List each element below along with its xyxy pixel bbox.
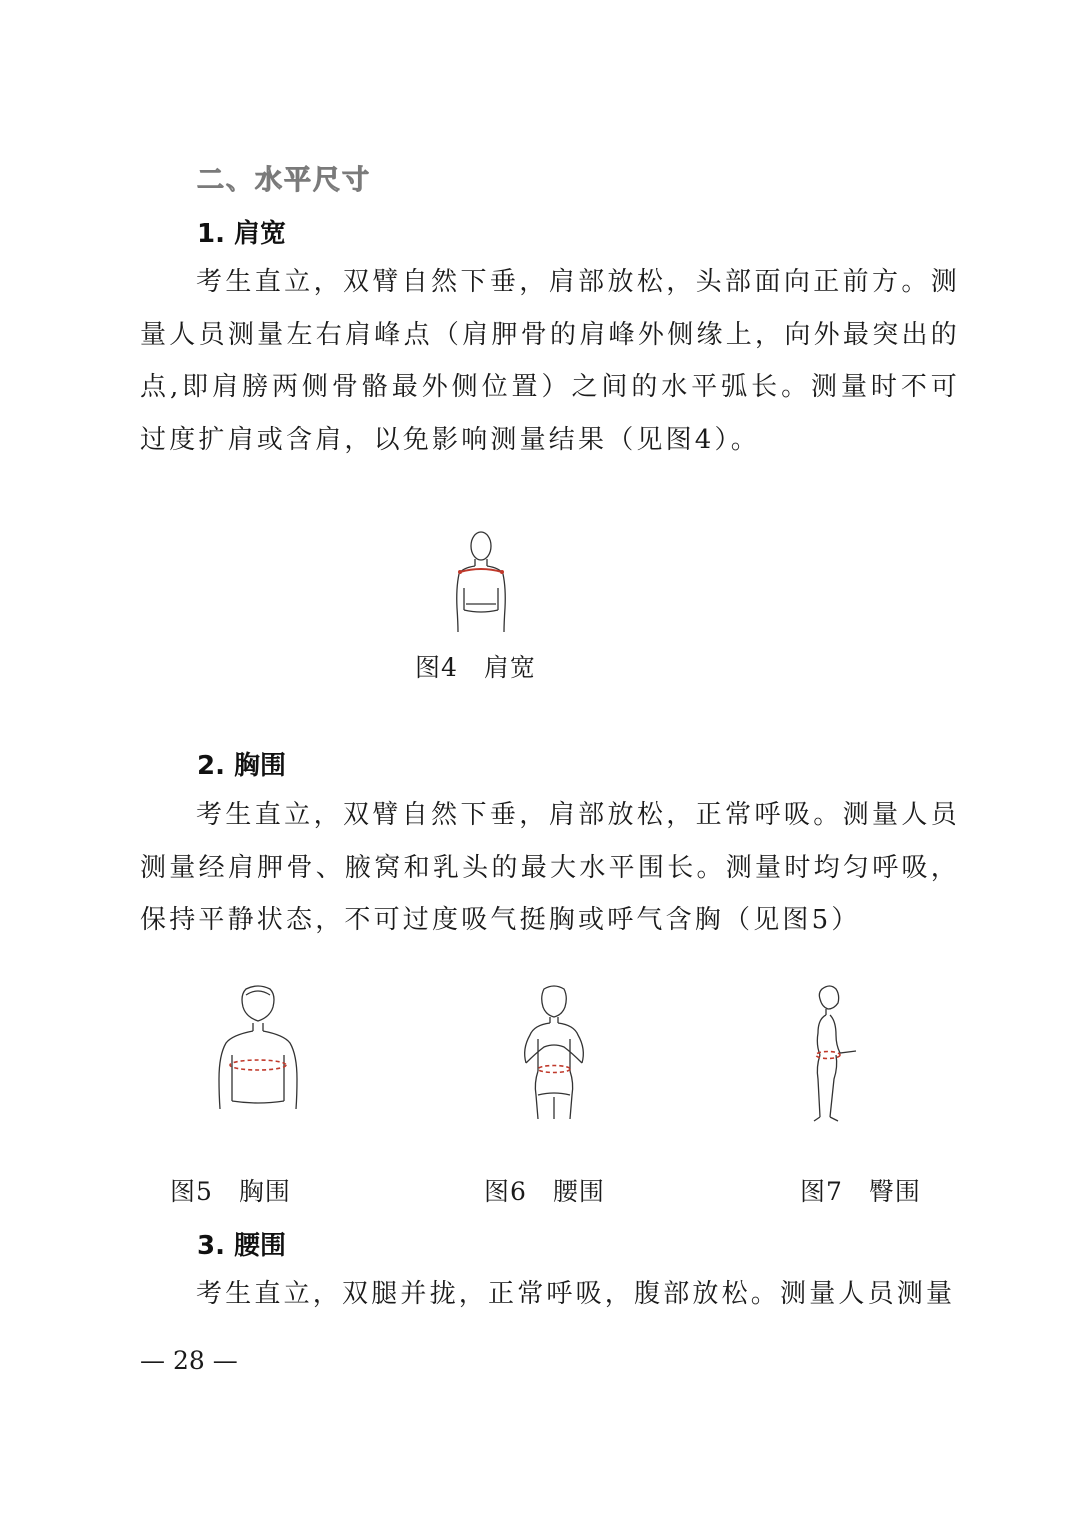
- page-number: — 28 —: [140, 1346, 238, 1375]
- figure-shoulder-width: [440, 528, 540, 636]
- figure-hip: [800, 983, 870, 1123]
- section-heading: 二、水平尺寸: [197, 165, 371, 196]
- figure-chest: [210, 983, 310, 1111]
- hip-illustration: [800, 983, 870, 1123]
- chest-heading: 2. 胸围: [197, 751, 287, 781]
- figure-7-caption: 图7 臀围: [800, 1177, 921, 1206]
- shoulder-width-heading: 1. 肩宽: [197, 219, 287, 249]
- waist-heading: 3. 腰围: [197, 1231, 287, 1261]
- figure-waist: [500, 983, 610, 1123]
- chest-illustration: [210, 983, 310, 1111]
- waist-illustration: [500, 983, 610, 1123]
- figure-6-caption: 图6 腰围: [484, 1177, 605, 1206]
- chest-paragraph: 考生直立，双臂自然下垂，肩部放松，正常呼吸。测量人员测量经肩胛骨、腋窝和乳头的最大水平围长。测量时均匀呼吸，保持平静状态，不可过度吸气挺胸或呼气含胸（见图5）: [140, 800, 960, 935]
- waist-paragraph: 考生直立，双腿并拢，正常呼吸，腹部放松。测量人员测量: [196, 1279, 956, 1309]
- shoulder-width-paragraph: 考生直立，双臂自然下垂，肩部放松，头部面向正前方。测量人员测量左右肩峰点（肩胛骨的肩峰外侧缘上，向外最突出的点,即肩膀两侧骨骼最外侧位置）之间的水平弧长。测量时不可过度扩肩或含肩，以免影响测量结果（见图4）。: [140, 267, 960, 455]
- figure-5-caption: 图5 胸围: [170, 1177, 291, 1206]
- figure-4-caption: 图4 肩宽: [415, 653, 536, 682]
- shoulder-width-illustration: [440, 528, 540, 636]
